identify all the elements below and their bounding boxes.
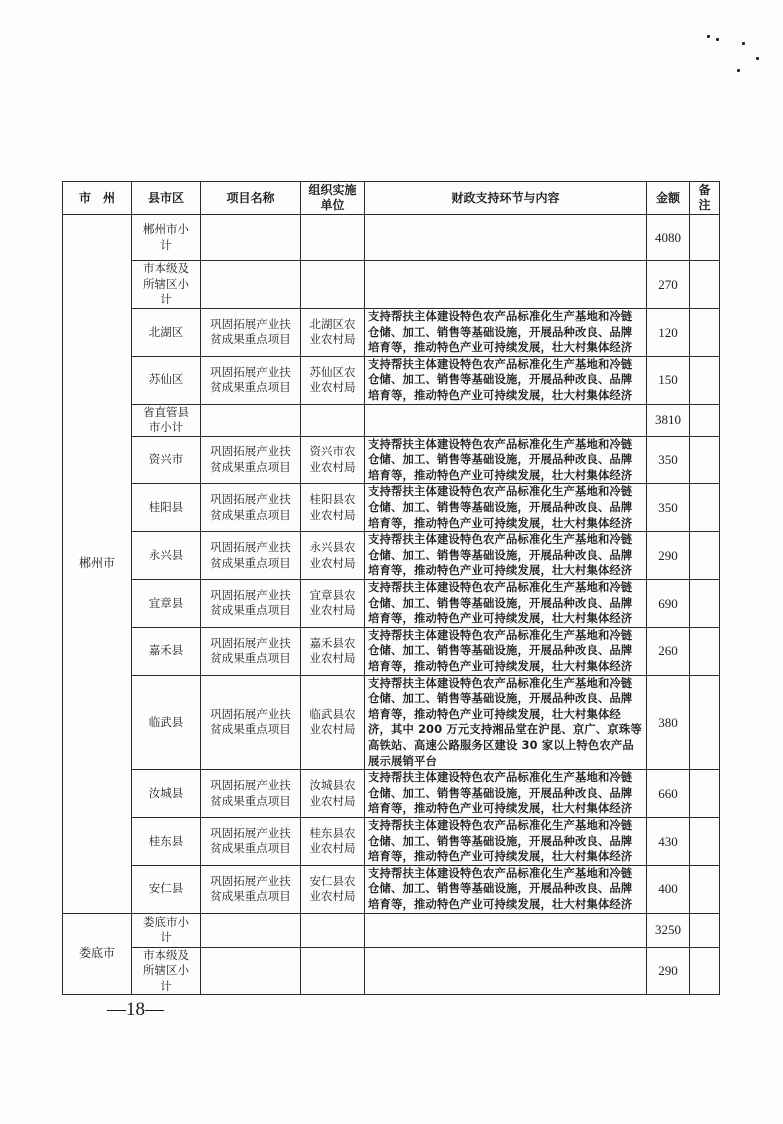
cell-project: 巩固拓展产业扶贫成果重点项目 <box>201 532 301 580</box>
cell-content: 支持帮扶主体建设特色农产品标准化生产基地和冷链仓储、加工、销售等基础设施，开展品种改良、品牌培育等，推动特色产业可持续发展，壮大村集体经济 <box>365 865 647 913</box>
cell-county: 宜章县 <box>132 579 201 627</box>
table-row <box>63 865 720 913</box>
table-row <box>63 309 720 357</box>
cell-content: 支持帮扶主体建设特色农产品标准化生产基地和冷链仓储、加工、销售等基础设施，开展品种改良、品牌培育等，推动特色产业可持续发展，壮大村集体经济 <box>365 436 647 484</box>
cell-content: 支持帮扶主体建设特色农产品标准化生产基地和冷链仓储、加工、销售等基础设施，开展品种改良、品牌培育等，推动特色产业可持续发展，壮大村集体经济 <box>365 579 647 627</box>
cell-unit: 资兴市农业农村局 <box>301 436 365 484</box>
cell-project <box>201 215 301 261</box>
cell-content <box>365 261 647 309</box>
cell-project: 巩固拓展产业扶贫成果重点项目 <box>201 865 301 913</box>
cell-remark <box>690 913 720 947</box>
header-remark: 备注 <box>690 182 720 215</box>
cell-content: 支持帮扶主体建设特色农产品标准化生产基地和冷链仓储、加工、销售等基础设施，开展品种改良、品牌培育等，推动特色产业可持续发展，壮大村集体经济 <box>365 818 647 866</box>
cell-amount: 290 <box>647 947 690 995</box>
table-row <box>63 770 720 818</box>
header-project: 项目名称 <box>201 182 301 215</box>
header-amount: 金额 <box>647 182 690 215</box>
cell-remark <box>690 579 720 627</box>
cell-remark <box>690 436 720 484</box>
cell-project <box>201 404 301 436</box>
cell-amount: 660 <box>647 770 690 818</box>
cell-content: 支持帮扶主体建设特色农产品标准化生产基地和冷链仓储、加工、销售等基础设施，开展品种改良、品牌培育等，推动特色产业可持续发展，壮大村集体经济，其中 200 万元支持湘品堂在沪昆、京广、京珠等高铁站、高速公路服务区建设 30 家以上特色农产品展示展销平台 <box>365 675 647 770</box>
table-row <box>63 947 720 995</box>
table-row <box>63 404 720 436</box>
cell-county: 市本级及所辖区小计 <box>132 261 201 309</box>
cell-unit <box>301 913 365 947</box>
table-row <box>63 627 720 675</box>
cell-content: 支持帮扶主体建设特色农产品标准化生产基地和冷链仓储、加工、销售等基础设施，开展品种改良、品牌培育等，推动特色产业可持续发展，壮大村集体经济 <box>365 309 647 357</box>
cell-unit <box>301 947 365 995</box>
cell-project: 巩固拓展产业扶贫成果重点项目 <box>201 818 301 866</box>
table-row <box>63 261 720 309</box>
scan-speck <box>716 38 719 41</box>
cell-unit: 汝城县农业农村局 <box>301 770 365 818</box>
cell-city: 娄底市 <box>63 913 132 995</box>
cell-unit: 桂阳县农业农村局 <box>301 484 365 532</box>
table-row <box>63 579 720 627</box>
cell-content: 支持帮扶主体建设特色农产品标准化生产基地和冷链仓储、加工、销售等基础设施，开展品种改良、品牌培育等，推动特色产业可持续发展，壮大村集体经济 <box>365 484 647 532</box>
cell-amount: 350 <box>647 436 690 484</box>
cell-county: 嘉禾县 <box>132 627 201 675</box>
cell-content <box>365 913 647 947</box>
table-row <box>63 436 720 484</box>
page-number: —18— <box>107 999 164 1020</box>
cell-project: 巩固拓展产业扶贫成果重点项目 <box>201 484 301 532</box>
cell-amount: 260 <box>647 627 690 675</box>
cell-unit <box>301 215 365 261</box>
cell-project <box>201 261 301 309</box>
cell-remark <box>690 865 720 913</box>
cell-project: 巩固拓展产业扶贫成果重点项目 <box>201 309 301 357</box>
scan-speck <box>742 42 745 45</box>
cell-remark <box>690 404 720 436</box>
cell-county: 娄底市小计 <box>132 913 201 947</box>
cell-project <box>201 913 301 947</box>
cell-remark <box>690 261 720 309</box>
cell-remark <box>690 356 720 404</box>
header-city: 市 州 <box>63 182 132 215</box>
cell-remark <box>690 532 720 580</box>
cell-county: 苏仙区 <box>132 356 201 404</box>
cell-amount: 290 <box>647 532 690 580</box>
cell-remark <box>690 770 720 818</box>
table-body <box>63 215 720 995</box>
cell-city: 郴州市 <box>63 215 132 914</box>
scan-speck <box>756 57 759 60</box>
cell-county: 郴州市小计 <box>132 215 201 261</box>
cell-county: 市本级及所辖区小计 <box>132 947 201 995</box>
cell-remark <box>690 675 720 770</box>
cell-unit <box>301 261 365 309</box>
cell-content <box>365 215 647 261</box>
cell-county: 临武县 <box>132 675 201 770</box>
cell-unit: 永兴县农业农村局 <box>301 532 365 580</box>
cell-county: 桂东县 <box>132 818 201 866</box>
cell-amount: 4080 <box>647 215 690 261</box>
table-row <box>63 215 720 261</box>
cell-county: 资兴市 <box>132 436 201 484</box>
header-content: 财政支持环节与内容 <box>365 182 647 215</box>
scan-speck <box>707 35 710 38</box>
table-row <box>63 484 720 532</box>
header-row <box>63 182 720 215</box>
cell-remark <box>690 947 720 995</box>
cell-unit: 宜章县农业农村局 <box>301 579 365 627</box>
cell-amount: 120 <box>647 309 690 357</box>
allocation-table <box>62 181 720 995</box>
cell-remark <box>690 484 720 532</box>
cell-amount: 380 <box>647 675 690 770</box>
cell-county: 安仁县 <box>132 865 201 913</box>
table-row <box>63 356 720 404</box>
cell-project <box>201 947 301 995</box>
cell-county: 省直管县市小计 <box>132 404 201 436</box>
cell-content: 支持帮扶主体建设特色农产品标准化生产基地和冷链仓储、加工、销售等基础设施，开展品种改良、品牌培育等，推动特色产业可持续发展，壮大村集体经济 <box>365 356 647 404</box>
cell-amount: 400 <box>647 865 690 913</box>
cell-project: 巩固拓展产业扶贫成果重点项目 <box>201 627 301 675</box>
cell-amount: 3250 <box>647 913 690 947</box>
table-row <box>63 818 720 866</box>
cell-content: 支持帮扶主体建设特色农产品标准化生产基地和冷链仓储、加工、销售等基础设施，开展品种改良、品牌培育等，推动特色产业可持续发展，壮大村集体经济 <box>365 770 647 818</box>
header-unit: 组织实施单位 <box>301 182 365 215</box>
cell-project: 巩固拓展产业扶贫成果重点项目 <box>201 770 301 818</box>
cell-unit: 临武县农业农村局 <box>301 675 365 770</box>
cell-unit: 嘉禾县农业农村局 <box>301 627 365 675</box>
cell-content <box>365 947 647 995</box>
cell-unit: 桂东县农业农村局 <box>301 818 365 866</box>
cell-remark <box>690 627 720 675</box>
cell-county: 汝城县 <box>132 770 201 818</box>
cell-county: 永兴县 <box>132 532 201 580</box>
cell-remark <box>690 309 720 357</box>
cell-unit: 苏仙区农业农村局 <box>301 356 365 404</box>
cell-content: 支持帮扶主体建设特色农产品标准化生产基地和冷链仓储、加工、销售等基础设施，开展品种改良、品牌培育等，推动特色产业可持续发展，壮大村集体经济 <box>365 627 647 675</box>
cell-content <box>365 404 647 436</box>
cell-content: 支持帮扶主体建设特色农产品标准化生产基地和冷链仓储、加工、销售等基础设施，开展品种改良、品牌培育等，推动特色产业可持续发展，壮大村集体经济 <box>365 532 647 580</box>
cell-remark <box>690 215 720 261</box>
cell-amount: 270 <box>647 261 690 309</box>
table-row <box>63 675 720 770</box>
cell-amount: 690 <box>647 579 690 627</box>
cell-unit: 安仁县农业农村局 <box>301 865 365 913</box>
scan-speck <box>737 69 740 72</box>
cell-county: 桂阳县 <box>132 484 201 532</box>
header-county: 县市区 <box>132 182 201 215</box>
cell-project: 巩固拓展产业扶贫成果重点项目 <box>201 436 301 484</box>
cell-amount: 150 <box>647 356 690 404</box>
cell-amount: 350 <box>647 484 690 532</box>
table-row <box>63 532 720 580</box>
cell-amount: 3810 <box>647 404 690 436</box>
cell-unit <box>301 404 365 436</box>
cell-project: 巩固拓展产业扶贫成果重点项目 <box>201 356 301 404</box>
cell-amount: 430 <box>647 818 690 866</box>
cell-project: 巩固拓展产业扶贫成果重点项目 <box>201 675 301 770</box>
cell-unit: 北湖区农业农村局 <box>301 309 365 357</box>
cell-remark <box>690 818 720 866</box>
table-row <box>63 913 720 947</box>
cell-project: 巩固拓展产业扶贫成果重点项目 <box>201 579 301 627</box>
cell-county: 北湖区 <box>132 309 201 357</box>
